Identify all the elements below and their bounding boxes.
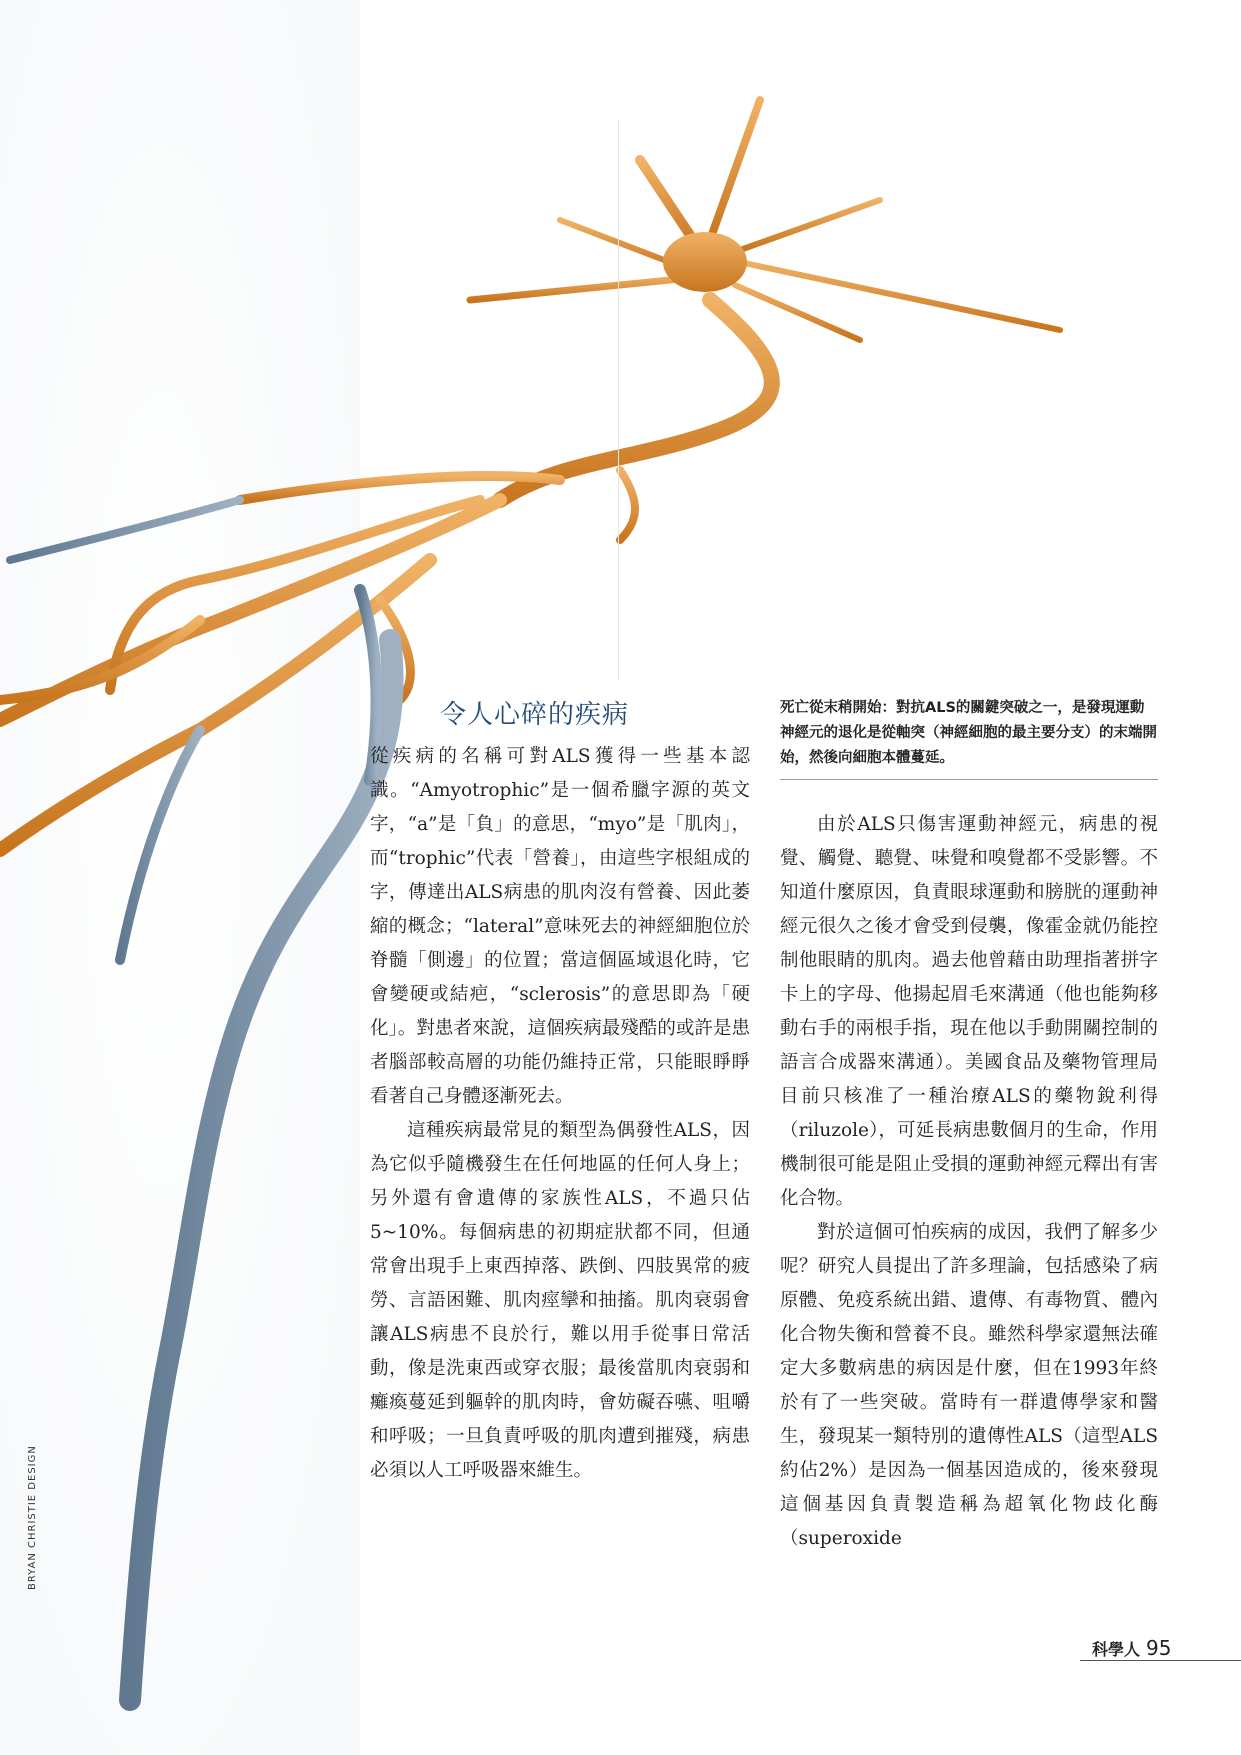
page-footer: [1092, 1636, 1171, 1660]
paragraph: 從疾病的名稱可對ALS獲得一些基本認識。“Amyotrophic”是一個希臘字源的英文字，“a”是「負」的意思，“myo”是「肌肉」，而“trophic”代表「營養」，由這些字根組成的字，傳達出ALS病患的肌肉沒有營養、因此萎縮的概念；“lateral”意味死去的神經細胞位於脊髓「側邊」的位置；當這個區域退化時，它會變硬或結疤，“sclerosis”的意思即為「硬化」。對患者來說，這個疾病最殘酷的或許是患者腦部較高層的功能仍維持正常，只能眼睜睜看著自己身體逐漸死去。: [370, 746, 750, 1107]
right-column: [780, 808, 1158, 1556]
footer-rule: [1080, 1660, 1241, 1661]
paragraph: 對於這個可怕疾病的成因，我們了解多少呢？研究人員提出了許多理論，包括感染了病原體、免疫系統出錯、遺傳、有毒物質、體內化合物失衡和營養不良。雖然科學家還無法確定大多數病患的病因是什麼，但在1993年終於有了一些突破。當時有一群遺傳學家和醫生，發現某一類特別的遺傳性ALS（這型ALS約佔2%）是因為一個基因造成的，後來發現這個基因負責製造稱為超氧化物歧化酶（superoxide: [780, 1222, 1158, 1549]
image-credit: BRYAN CHRISTIE DESIGN: [27, 1445, 38, 1590]
paragraph: 這種疾病最常見的類型為偶發性ALS，因為它似乎隨機發生在任何地區的任何人身上；另外還有會遺傳的家族性ALS，不過只佔5~10%。每個病患的初期症狀都不同，但通常會出現手上東西掉落、跌倒、四肢異常的疲勞、言語困難、肌肉痙攣和抽搐。肌肉衰弱會讓ALS病患不良於行，難以用手從事日常活動，像是洗東西或穿衣服；最後當肌肉衰弱和癱瘓蔓延到軀幹的肌肉時，會妨礙吞嚥、咀嚼和呼吸；一旦負責呼吸的肌肉遭到摧殘，病患必須以人工呼吸器來維生。: [370, 1120, 750, 1481]
left-column: [370, 740, 750, 1488]
gutter-line: [618, 120, 619, 680]
page-number: 95: [1146, 1636, 1172, 1660]
article-title: 令人心碎的疾病: [440, 700, 630, 730]
magazine-name: 科學人: [1092, 1640, 1141, 1659]
figure-caption: 死亡從末稍開始：對抗ALS的關鍵突破之一，是發現運動神經元的退化是從軸突（神經細胞的最主要分支）的末端開始，然後向細胞本體蔓延。: [780, 696, 1158, 780]
paragraph: 由於ALS只傷害運動神經元，病患的視覺、觸覺、聽覺、味覺和嗅覺都不受影響。不知道什麼原因，負責眼球運動和膀胱的運動神經元很久之後才會受到侵襲，像霍金就仍能控制他眼睛的肌肉。過去他曾藉由助理指著拼字卡上的字母、他揚起眉毛來溝通（他也能夠移動右手的兩根手指，現在他以手動開關控制的語言合成器來溝通）。美國食品及藥物管理局目前只核准了一種治療ALS的藥物銳利得（riluzole），可延長病患數個月的生命，作用機制很可能是阻止受損的運動神經元釋出有害化合物。: [780, 814, 1158, 1209]
